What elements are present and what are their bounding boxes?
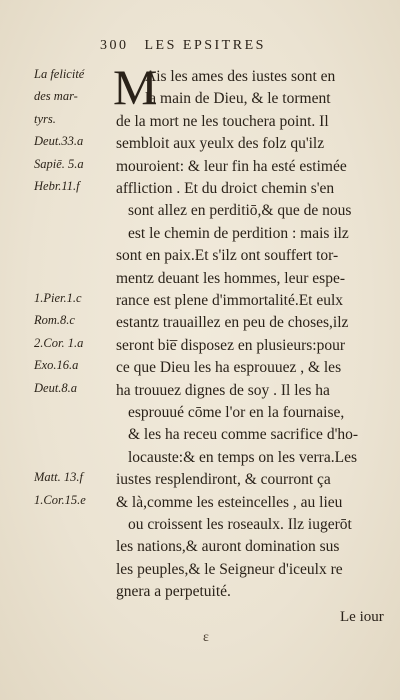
marginal-note: Deut.33.a — [34, 134, 84, 149]
body-text: est le chemin de perdition : mais ilz — [128, 224, 349, 242]
marginal-note: 2.Cor. 1.a — [34, 335, 84, 350]
text-line — [0, 66, 400, 88]
text-line — [0, 200, 400, 222]
marginal-note: Hebr.11.f — [34, 179, 80, 193]
body-text: gnera a perpetuité. — [116, 583, 231, 601]
body-text: la main de Dieu, & le torment — [145, 90, 331, 108]
text-line — [0, 312, 400, 334]
catchword: Le iour — [340, 609, 384, 625]
body-text: ha trouuez dignes de soy . Il les ha — [116, 381, 330, 399]
body-text: ou croissent les roseaulx. Ilz iugerōt — [128, 516, 352, 533]
marginal-note: Sapiē. 5.a — [34, 156, 84, 171]
running-head — [100, 38, 400, 54]
text-line — [0, 447, 400, 469]
marginal-note: Exo.16.a — [34, 358, 79, 373]
text-line — [0, 402, 400, 424]
text-line — [0, 290, 400, 312]
body-text: Ais les ames des iustes sont en — [145, 68, 336, 85]
body-text: ce que Dieu les ha esprouuez , & les — [116, 359, 342, 377]
text-line — [0, 178, 400, 200]
body-text: & là,comme les esteincelles , au lieu — [116, 493, 343, 511]
body-text: & les ha receu comme sacrifice d'ho- — [128, 426, 359, 444]
marginal-note: Rom.8.c — [34, 313, 75, 328]
running-title: LES EPSITRES — [144, 38, 266, 53]
body-text: sont allez en perditiō,& que de nous — [128, 202, 352, 220]
drop-cap: M — [113, 59, 158, 115]
text-line — [0, 559, 400, 581]
body-text: les peuples,& le Seigneur d'iceulx re — [116, 560, 343, 578]
body-text: locauste:& en temps on les verra.Les — [128, 448, 357, 466]
marginal-note: Deut.8.a — [34, 380, 78, 395]
marginal-note: 1.Pier.1.c — [34, 291, 82, 305]
signature-mark: ɛ — [203, 630, 209, 645]
text-line — [0, 424, 400, 446]
body-text: estantz trauaillez en peu de choses,ilz — [116, 314, 349, 332]
body-text: rance est plene d'immortalité.Et eulx — [116, 292, 344, 309]
text-line — [0, 88, 400, 110]
marginal-note: des mar- — [34, 89, 78, 104]
page-number: 300 — [100, 38, 129, 53]
body-text: iustes resplendiront, & courront ça — [116, 471, 331, 489]
body-text: mouroient: & leur fin ha esté estimée — [116, 157, 347, 175]
text-line — [0, 156, 400, 178]
marginal-note: Matt. 13.f — [34, 470, 83, 485]
body-text: les nations,& auront domination sus — [116, 538, 340, 556]
text-line — [0, 492, 400, 514]
body-text: sembloit aux yeulx des folz qu'ilz — [116, 135, 325, 153]
text-line — [0, 357, 400, 379]
text-line — [0, 581, 400, 603]
body-text: affliction . Et du droict chemin s'en — [116, 180, 335, 197]
text-line — [0, 245, 400, 267]
body-text: de la mort ne les touchera point. Il — [116, 112, 329, 130]
marginal-note: tyrs. — [34, 111, 56, 126]
text-line — [0, 268, 400, 290]
body-text: mentz deuant les hommes, leur espe- — [116, 269, 345, 287]
body-text: seront bie̅ disposez en plusieurs:pour — [116, 336, 346, 354]
text-line — [0, 536, 400, 558]
text-line — [0, 335, 400, 357]
marginal-note: La felicité — [34, 67, 85, 81]
text-line — [0, 223, 400, 245]
marginal-note: 1.Cor.15.e — [34, 492, 86, 507]
text-line — [0, 111, 400, 133]
body-text: esprouué cōme l'or en la fournaise, — [128, 404, 345, 421]
text-line — [0, 380, 400, 402]
body-text: sont en paix.Et s'ilz ont souffert tor- — [116, 247, 339, 265]
text-line — [0, 133, 400, 155]
text-line — [0, 514, 400, 536]
text-line — [0, 469, 400, 491]
